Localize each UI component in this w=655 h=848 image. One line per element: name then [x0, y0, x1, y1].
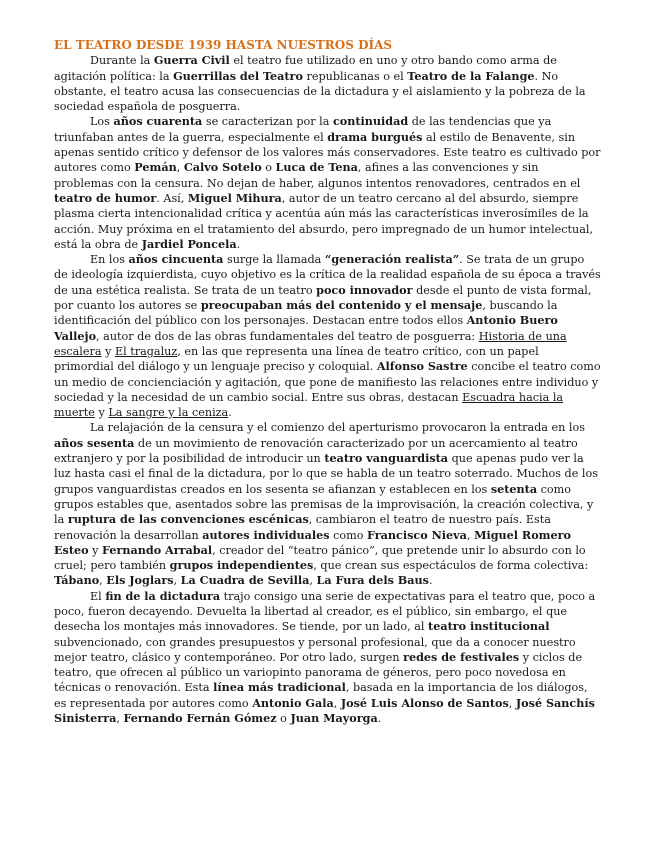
- text-run: como: [329, 528, 368, 542]
- text-run: ,: [333, 696, 341, 710]
- bold-text: Francisco Nieva: [367, 527, 467, 542]
- bold-text: teatro de humor: [54, 190, 157, 205]
- bold-text: La Cuadra de Sevilla: [180, 573, 310, 588]
- text-run: ,: [116, 712, 124, 726]
- text-run: ,: [173, 574, 181, 588]
- text-run: ,: [99, 574, 107, 588]
- text-run: y ciclos de teatro, que ofrecen al público un variopinto panorama de géneros, pero poco novedosa en técnicas o renovación. Esta: [54, 650, 583, 695]
- bold-text: drama burgués: [327, 129, 423, 144]
- text-run: .: [236, 237, 241, 251]
- bold-text: Antonio Buero Vallejo: [54, 313, 558, 343]
- text-run: que apenas pudo ver la luz hasta casi el final de la dictadura, por lo que se habla de un teatro soterrado. Muchos de los grupos vanguardistas creados en los sesenta se afianzan y establecen en los: [54, 452, 598, 496]
- bold-text: línea más tradicional: [213, 680, 346, 695]
- bold-text: teatro vanguardista: [324, 451, 449, 466]
- text-run: y: [88, 543, 103, 557]
- text-run: concibe el teatro como un medio de concienciación y agitación, que pone de manifiesto las relaciones entre individuo y sociedad y la necesidad de un cambio social. Entre sus obras, destacan: [54, 360, 601, 404]
- text-run: ,: [176, 161, 184, 175]
- text-run: Durante la: [90, 54, 154, 68]
- bold-text: años sesenta: [54, 435, 135, 450]
- bold-text: Els Joglars: [106, 573, 174, 588]
- text-run: desde el punto de vista formal, por cuanto los autores se: [54, 283, 592, 313]
- bold-text: Guerra Civil: [153, 53, 230, 68]
- text-run: . No obstante, el teatro acusa las consecuencias de la dictadura y el aislamiento y la pobreza de la sociedad española de posguerra.: [54, 69, 586, 114]
- text-run: La relajación de la censura y el comienzo del aperturismo provocaron la entrada en los: [90, 421, 585, 435]
- text-run: se caracterizan por la: [202, 115, 333, 129]
- bold-text: Luca de Tena: [275, 160, 358, 175]
- bold-text: autores individuales: [202, 527, 330, 542]
- text-run: .: [228, 406, 232, 420]
- bold-text: preocupaban más del contenido y el mensaje: [200, 298, 483, 313]
- text-run: Los: [90, 115, 114, 129]
- text-run: y: [94, 406, 109, 420]
- bold-text: “generación realista”: [324, 252, 460, 267]
- bold-text: continuidad: [332, 114, 409, 129]
- bold-text: Fernando Arrabal: [102, 542, 213, 557]
- text-run: . Se trata de un grupo de ideología izquierdista, cuyo objetivo es la crítica de la realidad española de su época a través de una estética realista. Se trata de un teatro: [54, 253, 601, 297]
- text-run: de un movimiento de renovación caracterizado por un acercamiento al teatro extranjero y por la posibilidad de introducir un: [54, 436, 578, 466]
- bold-text: teatro institucional: [428, 619, 550, 634]
- text-run: .: [428, 574, 433, 588]
- bold-text: José Sanchís Sinisterra: [54, 695, 595, 726]
- text-run: En los: [90, 253, 129, 267]
- bold-text: Calvo Sotelo: [183, 160, 262, 175]
- bold-text: José Luis Alonso de Santos: [340, 695, 509, 710]
- text-run: , afines a las convenciones y sin problemas con la censura. No dejan de haber, algunos intentos renovadores, centrados en el: [54, 161, 581, 190]
- document-body: [54, 53, 601, 726]
- bold-text: años cuarenta: [113, 114, 203, 129]
- bold-text: Alfonso Sastre: [376, 359, 468, 374]
- text-run: de las tendencias que ya triunfaban antes de la guerra, especialmente el: [54, 115, 552, 144]
- text-run: trajo consigo una serie de expectativas para el teatro que, poco a poco, fueron decayendo. Devuelta la libertad al creador, es el público, sin embargo, el que desecha los montajes más innovadores. Se tiende, por un lado, al: [54, 589, 596, 634]
- text-run: , creador del “teatro pánico”, que pretende unir lo absurdo con lo cruel; pero también: [54, 543, 586, 573]
- bold-text: Miguel Mihura: [187, 190, 282, 205]
- text-run: , autor de un teatro cercano al del absurdo, siempre plasma cierta intencionalidad crítica y acentúa aún más las características inverosímiles de la acción. Muy próxima en el tratamiento del absurdo, pero impregnado de un humor intelectual, está la obra de: [54, 191, 594, 251]
- text-run: , que crean sus espectáculos de forma colectiva:: [313, 559, 589, 573]
- text-run: subvencionado, con grandes presupuestos y personal profesional, que da a conocer nuestro mejor teatro, clásico y contemporáneo. Por otro lado, surgen: [54, 635, 576, 664]
- bold-text: Pemán: [134, 160, 177, 175]
- text-run: El: [90, 589, 106, 603]
- bold-text: años cincuenta: [128, 252, 224, 267]
- underlined-title: El tragaluz: [114, 344, 178, 358]
- bold-text: Miguel Romero Esteo: [54, 527, 571, 557]
- text-run: y: [101, 344, 115, 358]
- text-run: republicanas o el: [302, 69, 408, 83]
- text-run: ,: [466, 528, 475, 542]
- text-run: como grupos estables que, asentados sobre las premisas de la improvisación, la creación colectiva, y la: [54, 482, 594, 527]
- text-run: , cambiaron el teatro de nuestro país. Esta renovación la desarrollan: [54, 513, 551, 542]
- paragraph: [54, 252, 601, 420]
- bold-text: Guerrillas del Teatro: [173, 68, 303, 83]
- paragraph: [54, 53, 601, 114]
- text-run: .: [377, 712, 382, 726]
- bold-text: Fernando Fernán Gómez: [123, 711, 277, 726]
- underlined-title: Historia de una escalera: [54, 329, 567, 358]
- bold-text: Teatro de la Falange: [407, 68, 535, 83]
- bold-text: grupos independientes: [169, 558, 314, 573]
- text-run: al estilo de Benavente, sin apenas sentido crítico y defensor de los valores más conservadores. Este teatro es cultivado por autores como: [54, 130, 601, 175]
- bold-text: Tábano: [54, 573, 100, 588]
- bold-text: setenta: [490, 481, 538, 496]
- text-run: ,: [508, 696, 516, 710]
- bold-text: Jardiel Poncela: [141, 236, 237, 251]
- text-run: el teatro fue utilizado en uno y otro bando como arma de agitación política: la: [54, 54, 557, 83]
- text-run: , autor de dos de las obras fundamentales del teatro de posguerra:: [96, 329, 479, 343]
- underlined-title: Escuadra hacia la muerte: [54, 390, 564, 420]
- bold-text: fin de la dictadura: [105, 588, 221, 603]
- text-run: surge la llamada: [223, 253, 325, 267]
- paragraph: [54, 589, 601, 727]
- text-run: ,: [309, 574, 317, 588]
- text-run: , basada en la importancia de los diálogos, es representada por autores como: [54, 681, 588, 710]
- text-run: , buscando la identificación del público con los personajes. Destacan entre todos ellos: [54, 299, 558, 328]
- text-run: , en las que representa una línea de teatro crítico, con un papel primordial del diálogo y un lenguaje preciso y coloquial.: [54, 344, 539, 374]
- document-title: EL TEATRO DESDE 1939 HASTA NUESTROS DÍAS: [54, 38, 393, 52]
- text-run: o: [276, 712, 291, 726]
- paragraph: [54, 114, 601, 252]
- text-run: o: [261, 161, 276, 175]
- bold-text: Juan Mayorga: [290, 711, 378, 726]
- bold-text: redes de festivales: [403, 649, 520, 664]
- underlined-title: La sangre y la ceniza: [108, 406, 229, 420]
- paragraph: [54, 420, 601, 588]
- text-run: . Así,: [156, 191, 188, 205]
- bold-text: ruptura de las convenciones escénicas: [67, 512, 309, 527]
- bold-text: La Fura dels Baus: [316, 573, 429, 588]
- bold-text: Antonio Gala: [252, 695, 334, 710]
- bold-text: poco innovador: [316, 282, 413, 297]
